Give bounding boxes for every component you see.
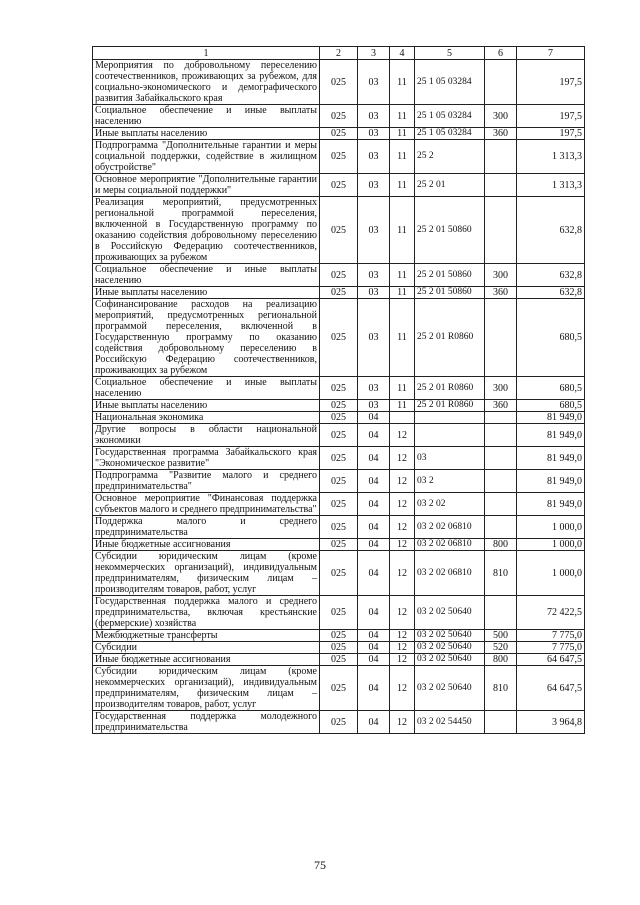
row-name: Иные выплаты населению [93,287,320,299]
row-amount: 680,5 [517,377,585,400]
row-gr-code: 025 [320,493,358,516]
row-amount: 1 313,3 [517,140,585,174]
row-rz-code: 04 [358,711,390,734]
row-rz-code: 03 [358,287,390,299]
row-amount: 81 949,0 [517,412,585,424]
table-row [93,447,585,470]
table-row [93,551,585,596]
row-cs-code: 25 2 01 R0860 [415,400,485,412]
table-row [93,174,585,197]
table-row [93,128,585,140]
table-body [93,60,585,734]
row-amount: 632,8 [517,264,585,287]
row-cs-code: 25 2 01 50860 [415,287,485,299]
row-rz-code: 03 [358,377,390,400]
row-vr-code [485,174,517,197]
row-gr-code: 025 [320,377,358,400]
row-cs-code: 25 2 [415,140,485,174]
column-header: 4 [390,47,415,60]
row-pr-code: 12 [390,516,415,539]
table-row [93,493,585,516]
row-cs-code: 03 2 02 50640 [415,642,485,654]
table-row [93,642,585,654]
row-vr-code [485,470,517,493]
row-vr-code: 810 [485,551,517,596]
row-cs-code: 25 2 01 [415,174,485,197]
row-rz-code: 03 [358,128,390,140]
row-name: Софинансирование расходов на реализацию мероприятий, предусмотренных региональной программой переселения, включенной в Государственную программу по оказанию содействия добровольному переселению в Российскую Федерацию соотечественников, проживающих за рубежом [93,299,320,377]
row-amount: 81 949,0 [517,493,585,516]
row-gr-code: 025 [320,140,358,174]
row-cs-code: 25 2 01 50860 [415,197,485,264]
row-amount: 632,8 [517,197,585,264]
table-row [93,377,585,400]
row-name: Иные выплаты населению [93,128,320,140]
page-number: 75 [314,858,326,872]
row-rz-code: 04 [358,642,390,654]
row-pr-code: 11 [390,105,415,128]
table-header-row [93,47,585,60]
row-vr-code: 300 [485,377,517,400]
row-vr-code [485,493,517,516]
row-pr-code: 11 [390,299,415,377]
row-pr-code: 11 [390,174,415,197]
row-name: Государственная поддержка малого и среднего предпринимательства, включая крестьянские (фермерские) хозяйства [93,596,320,630]
row-gr-code: 025 [320,470,358,493]
row-name: Мероприятия по добровольному переселению соотечественников, проживающих за рубежом, для социально-экономического и демографического развития Забайкальского края [93,60,320,105]
row-amount: 1 000,0 [517,539,585,551]
row-pr-code: 12 [390,654,415,666]
row-pr-code: 11 [390,264,415,287]
row-vr-code [485,299,517,377]
table-row [93,654,585,666]
row-name: Иные бюджетные ассигнования [93,654,320,666]
row-rz-code: 03 [358,400,390,412]
row-rz-code: 03 [358,299,390,377]
row-vr-code: 500 [485,630,517,642]
row-rz-code: 04 [358,424,390,447]
row-gr-code: 025 [320,539,358,551]
row-rz-code: 03 [358,140,390,174]
row-cs-code: 25 2 01 R0860 [415,377,485,400]
row-vr-code: 810 [485,666,517,711]
row-rz-code: 03 [358,197,390,264]
row-amount: 197,5 [517,128,585,140]
row-pr-code: 12 [390,666,415,711]
row-pr-code: 11 [390,197,415,264]
row-rz-code: 04 [358,539,390,551]
row-gr-code: 025 [320,287,358,299]
row-pr-code: 11 [390,128,415,140]
row-cs-code: 25 1 05 03284 [415,105,485,128]
row-pr-code: 12 [390,424,415,447]
row-amount: 72 422,5 [517,596,585,630]
row-cs-code: 25 1 05 03284 [415,128,485,140]
row-rz-code: 04 [358,551,390,596]
row-vr-code: 360 [485,128,517,140]
row-amount: 81 949,0 [517,424,585,447]
table-row [93,666,585,711]
row-gr-code: 025 [320,424,358,447]
row-name: Социальное обеспечение и иные выплаты населению [93,105,320,128]
table-row [93,470,585,493]
row-gr-code: 025 [320,60,358,105]
row-vr-code: 360 [485,400,517,412]
row-name: Основное мероприятие "Финансовая поддержка субъектов малого и среднего предпринимательства" [93,493,320,516]
row-gr-code: 025 [320,630,358,642]
row-name: Государственная поддержка молодежного предпринимательства [93,711,320,734]
row-gr-code: 025 [320,412,358,424]
row-amount: 64 647,5 [517,654,585,666]
row-gr-code: 025 [320,666,358,711]
row-name: Основное мероприятие "Дополнительные гарантии и меры социальной поддержки" [93,174,320,197]
row-pr-code: 12 [390,447,415,470]
row-vr-code: 800 [485,539,517,551]
row-vr-code [485,197,517,264]
row-vr-code: 520 [485,642,517,654]
row-amount: 197,5 [517,60,585,105]
table-row [93,539,585,551]
row-name: Субсидии [93,642,320,654]
row-rz-code: 04 [358,516,390,539]
row-amount: 7 775,0 [517,630,585,642]
row-rz-code: 04 [358,447,390,470]
row-cs-code: 25 2 01 50860 [415,264,485,287]
column-header: 3 [358,47,390,60]
row-vr-code [485,412,517,424]
row-name: Иные бюджетные ассигнования [93,539,320,551]
row-pr-code [390,412,415,424]
row-cs-code [415,412,485,424]
row-gr-code: 025 [320,105,358,128]
row-gr-code: 025 [320,174,358,197]
row-vr-code [485,60,517,105]
row-name: Другие вопросы в области национальной экономики [93,424,320,447]
row-pr-code: 11 [390,60,415,105]
row-pr-code: 12 [390,470,415,493]
table-row [93,711,585,734]
row-vr-code [485,516,517,539]
row-rz-code: 03 [358,264,390,287]
row-name: Субсидии юридическим лицам (кроме некоммерческих организаций), индивидуальным предпринимателям, физическим лицам – производителям товаров, работ, услуг [93,551,320,596]
row-gr-code: 025 [320,516,358,539]
row-cs-code [415,424,485,447]
row-rz-code: 03 [358,60,390,105]
row-vr-code: 800 [485,654,517,666]
row-amount: 7 775,0 [517,642,585,654]
column-header: 7 [517,47,585,60]
row-gr-code: 025 [320,596,358,630]
row-name: Государственная программа Забайкальского края "Экономическое развитие" [93,447,320,470]
row-cs-code: 25 2 01 R0860 [415,299,485,377]
table-row [93,424,585,447]
row-vr-code [485,424,517,447]
row-rz-code: 03 [358,105,390,128]
row-vr-code: 300 [485,264,517,287]
row-vr-code [485,596,517,630]
row-cs-code: 03 2 02 [415,493,485,516]
row-rz-code: 04 [358,596,390,630]
table-row [93,105,585,128]
row-rz-code: 03 [358,174,390,197]
row-pr-code: 12 [390,493,415,516]
row-rz-code: 04 [358,654,390,666]
row-pr-code: 12 [390,551,415,596]
row-pr-code: 11 [390,400,415,412]
row-amount: 197,5 [517,105,585,128]
row-cs-code: 03 2 02 54450 [415,711,485,734]
row-pr-code: 11 [390,287,415,299]
column-header: 6 [485,47,517,60]
row-gr-code: 025 [320,642,358,654]
row-gr-code: 025 [320,299,358,377]
row-vr-code [485,711,517,734]
row-gr-code: 025 [320,711,358,734]
row-rz-code: 04 [358,412,390,424]
row-name: Субсидии юридическим лицам (кроме некоммерческих организаций), индивидуальным предпринимателям, физическим лицам – производителям товаров, работ, услуг [93,666,320,711]
row-pr-code: 12 [390,596,415,630]
row-vr-code [485,140,517,174]
row-cs-code: 03 2 02 06810 [415,551,485,596]
row-cs-code: 03 2 02 06810 [415,516,485,539]
column-header: 2 [320,47,358,60]
table-row [93,412,585,424]
row-amount: 1 000,0 [517,516,585,539]
row-gr-code: 025 [320,264,358,287]
table-row [93,197,585,264]
row-name: Национальная экономика [93,412,320,424]
row-pr-code: 11 [390,140,415,174]
row-rz-code: 04 [358,470,390,493]
row-amount: 3 964,8 [517,711,585,734]
table-row [93,596,585,630]
row-amount: 680,5 [517,299,585,377]
row-pr-code: 12 [390,539,415,551]
column-header: 1 [93,47,320,60]
row-cs-code: 25 1 05 03284 [415,60,485,105]
row-cs-code: 03 2 02 06810 [415,539,485,551]
row-rz-code: 04 [358,493,390,516]
row-amount: 632,8 [517,287,585,299]
table-row [93,516,585,539]
row-gr-code: 025 [320,400,358,412]
row-pr-code: 12 [390,630,415,642]
table-row [93,264,585,287]
row-gr-code: 025 [320,551,358,596]
row-amount: 81 949,0 [517,470,585,493]
table-row [93,60,585,105]
row-vr-code [485,447,517,470]
table-row [93,630,585,642]
row-gr-code: 025 [320,197,358,264]
table-row [93,140,585,174]
row-cs-code: 03 2 02 50640 [415,654,485,666]
row-rz-code: 04 [358,666,390,711]
row-cs-code: 03 [415,447,485,470]
row-name: Иные выплаты населению [93,400,320,412]
row-name: Реализация мероприятий, предусмотренных региональной программой переселения, включенной в Государственную программу по оказанию содействия добровольному переселению в Российскую Федерацию соотечественников, проживающих за рубежом [93,197,320,264]
table-row [93,299,585,377]
row-pr-code: 11 [390,377,415,400]
table-row [93,287,585,299]
row-amount: 81 949,0 [517,447,585,470]
row-gr-code: 025 [320,128,358,140]
row-name: Подпрограмма "Дополнительные гарантии и меры социальной поддержки, содействие в жилищном обустройстве" [93,140,320,174]
row-amount: 1 000,0 [517,551,585,596]
row-rz-code: 04 [358,630,390,642]
row-gr-code: 025 [320,654,358,666]
row-cs-code: 03 2 [415,470,485,493]
row-amount: 680,5 [517,400,585,412]
column-header: 5 [415,47,485,60]
row-name: Социальное обеспечение и иные выплаты населению [93,264,320,287]
row-name: Межбюджетные трансферты [93,630,320,642]
row-gr-code: 025 [320,447,358,470]
row-name: Социальное обеспечение и иные выплаты населению [93,377,320,400]
row-name: Поддержка малого и среднего предпринимательства [93,516,320,539]
row-amount: 64 647,5 [517,666,585,711]
row-cs-code: 03 2 02 50640 [415,630,485,642]
row-cs-code: 03 2 02 50640 [415,666,485,711]
table-row [93,400,585,412]
row-amount: 1 313,3 [517,174,585,197]
row-cs-code: 03 2 02 50640 [415,596,485,630]
row-vr-code: 360 [485,287,517,299]
row-pr-code: 12 [390,711,415,734]
row-vr-code: 300 [485,105,517,128]
row-name: Подпрограмма "Развитие малого и среднего предпринимательства" [93,470,320,493]
row-pr-code: 12 [390,642,415,654]
budget-table [92,46,585,734]
